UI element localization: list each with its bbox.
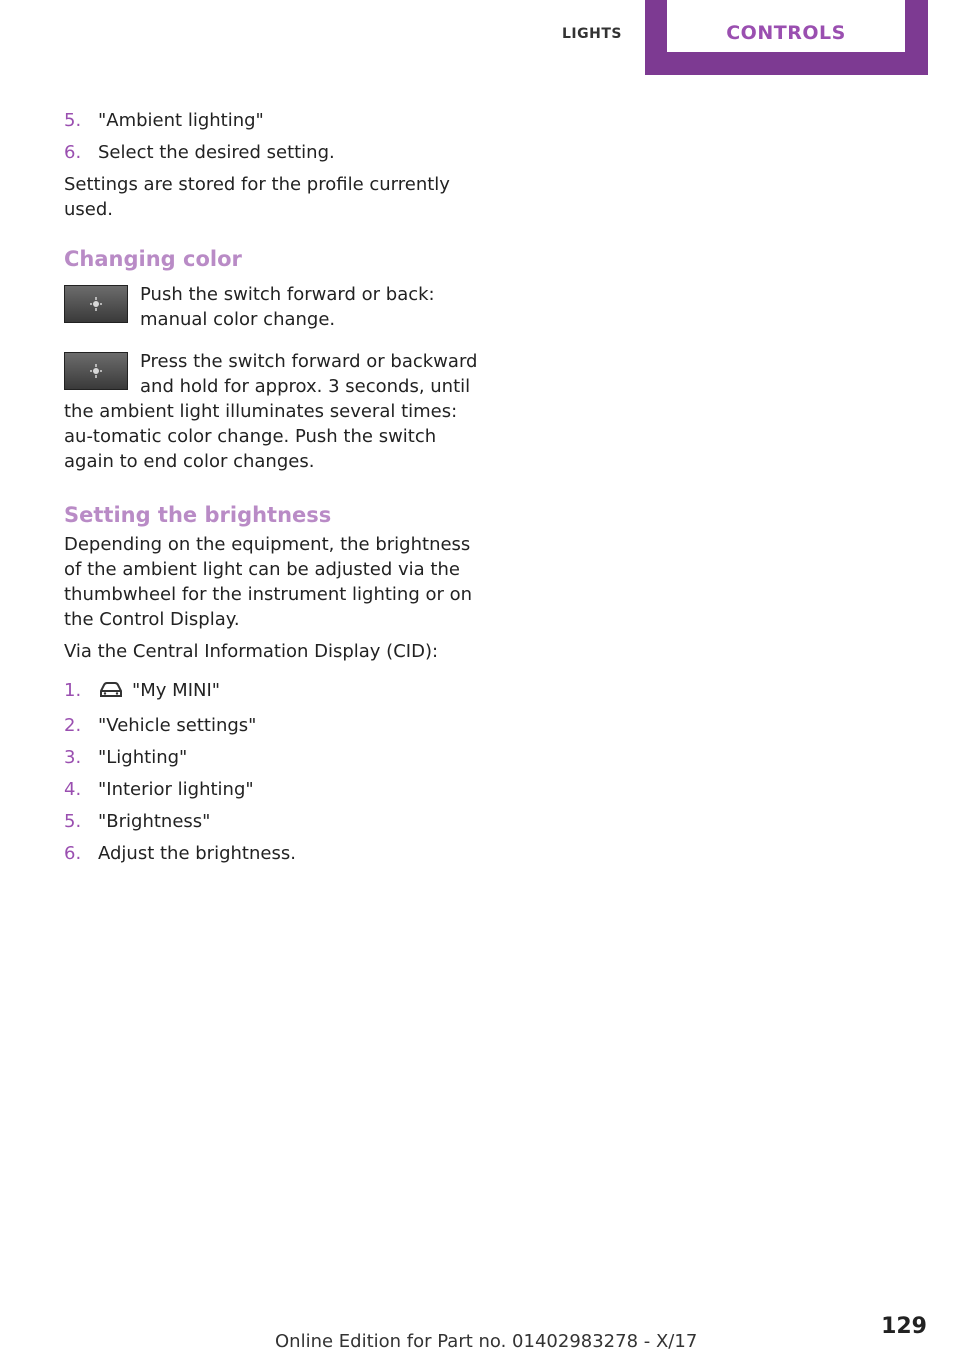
list-item — [64, 745, 484, 770]
manual-color-text: Push the switch forward or back: manual color change. — [140, 284, 435, 330]
step-text: "Interior lighting" — [98, 779, 254, 800]
step-text: Select the desired setting. — [98, 142, 335, 163]
list-item — [64, 140, 484, 165]
ambient-switch-icon — [64, 285, 128, 323]
heading-changing-color: Changing color — [64, 247, 242, 271]
list-item — [64, 809, 484, 834]
step-number: 5. — [64, 811, 82, 832]
ambient-switch-icon — [64, 352, 128, 390]
list-item — [64, 713, 484, 738]
step-number: 1. — [64, 680, 82, 701]
step-text: Adjust the brightness. — [98, 843, 296, 864]
list-item — [64, 108, 484, 133]
list-item — [64, 777, 484, 802]
chapter-tab — [645, 0, 928, 75]
step-number: 4. — [64, 779, 82, 800]
step-text: "Ambient lighting" — [98, 110, 264, 131]
running-header-section: LIGHTS — [562, 26, 622, 42]
step-text-wrap — [98, 678, 484, 706]
list-item — [64, 678, 484, 706]
brightness-steps-list — [64, 678, 484, 866]
car-icon — [98, 681, 124, 706]
step-number: 2. — [64, 715, 82, 736]
step-number: 6. — [64, 142, 82, 163]
step-number: 3. — [64, 747, 82, 768]
main-content — [64, 108, 484, 873]
step-text: "My MINI" — [132, 680, 221, 701]
auto-color-text: Press the switch forward or backward and hold for approx. 3 seconds, until the ambient light illuminates several times: au‐tomatic color change. Push the switch again to end color changes. — [64, 351, 478, 472]
step-number: 6. — [64, 843, 82, 864]
ambient-steps-list — [64, 108, 484, 165]
list-item — [64, 841, 484, 866]
step-text: "Vehicle settings" — [98, 715, 257, 736]
step-number: 5. — [64, 110, 82, 131]
chapter-tab-label: CONTROLS — [726, 22, 846, 44]
auto-color-para — [64, 349, 484, 474]
chapter-tab-inner — [667, 0, 905, 52]
footer-edition: Online Edition for Part no. 01402983278 - X/17 — [275, 1331, 698, 1352]
brightness-via: Via the Central Information Display (CID): — [64, 641, 439, 662]
brightness-intro: Depending on the equipment, the brightness of the ambient light can be adjusted via the thumbwheel for the instrument lighting or on the Control Display. — [64, 534, 473, 630]
step-text: "Brightness" — [98, 811, 211, 832]
page-number: 129 — [881, 1314, 927, 1339]
heading-setting-brightness: Setting the brightness — [64, 503, 332, 527]
settings-note: Settings are stored for the profile currently used. — [64, 174, 450, 220]
manual-color-para — [64, 282, 484, 332]
step-text: "Lighting" — [98, 747, 188, 768]
